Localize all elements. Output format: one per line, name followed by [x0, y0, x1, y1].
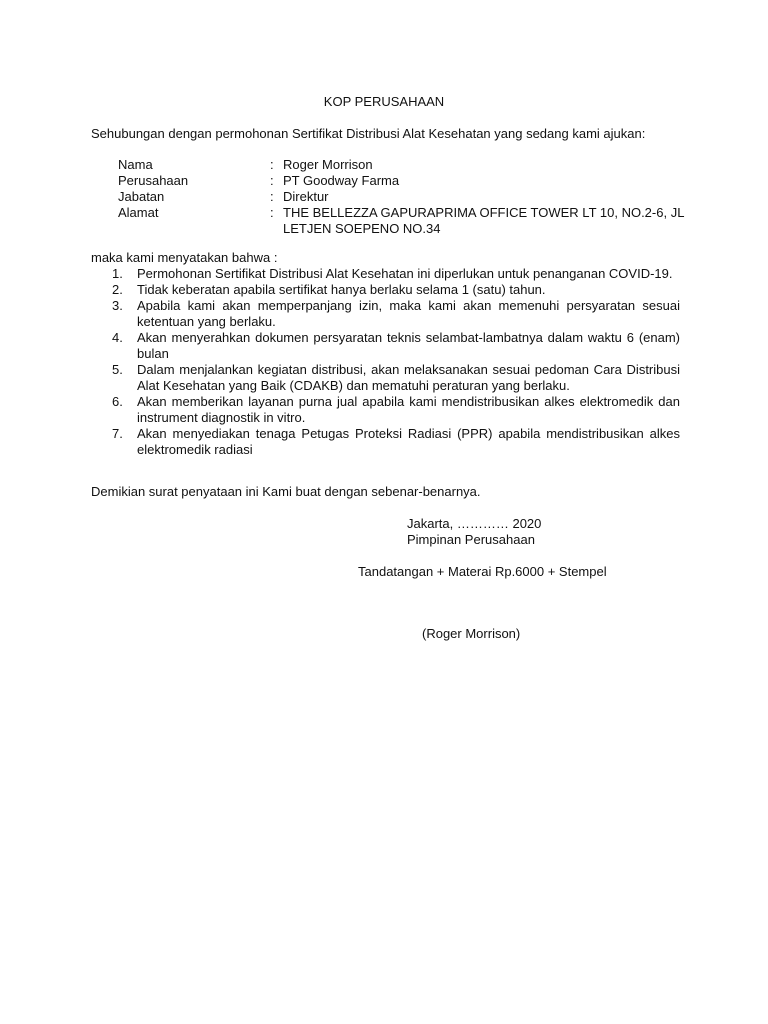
identity-label: Jabatan	[118, 189, 165, 204]
identity-row-perusahaan	[118, 173, 688, 189]
signatory-title: Pimpinan Perusahaan	[407, 532, 535, 547]
list-item	[112, 282, 680, 298]
identity-separator: :	[270, 157, 274, 172]
statement-list	[112, 266, 680, 458]
list-item-text: Permohonan Sertifikat Distribusi Alat Kesehatan ini diperlukan untuk penanganan COVID-19.	[137, 266, 673, 281]
list-item-number: 2.	[112, 282, 123, 297]
signatory-name: (Roger Morrison)	[422, 626, 521, 641]
identity-table	[118, 157, 688, 237]
list-item-text: Apabila kami akan memperpanjang izin, maka kami akan memenuhi persyaratan sesuai ketentuan yang berlaku.	[137, 298, 680, 329]
list-item-text: Dalam menjalankan kegiatan distribusi, akan melaksanakan sesuai pedoman Cara Distribusi Alat Kesehatan yang Baik (CDAKB) dan mematuhi peraturan yang berlaku.	[137, 362, 680, 393]
identity-row-nama	[118, 157, 688, 173]
identity-row-alamat	[118, 205, 688, 237]
list-item-text: Akan menyerahkan dokumen persyaratan teknis selambat-lambatnya dalam waktu 6 (enam) bulan	[137, 330, 680, 361]
list-item	[112, 362, 680, 394]
signature-stamp-note: Tandatangan + Materai Rp.6000 + Stempel	[358, 564, 607, 579]
closing-paragraph: Demikian surat penyataan ini Kami buat dengan sebenar-benarnya.	[91, 484, 481, 499]
identity-label: Perusahaan	[118, 173, 189, 188]
identity-label: Alamat	[118, 205, 159, 220]
company-letterhead-title: KOP PERUSAHAAN	[323, 94, 445, 109]
list-item	[112, 298, 680, 330]
statement-lead: maka kami menyatakan bahwa :	[91, 250, 278, 265]
list-item-text: Akan menyediakan tenaga Petugas Proteksi Radiasi (PPR) apabila mendistribusikan alkes elektromedik radiasi	[137, 426, 680, 457]
list-item-number: 7.	[112, 426, 123, 441]
list-item-number: 1.	[112, 266, 123, 281]
list-item	[112, 394, 680, 426]
list-item	[112, 426, 680, 458]
identity-label: Nama	[118, 157, 153, 172]
list-item	[112, 330, 680, 362]
identity-value: Direktur	[283, 189, 329, 204]
identity-value: Roger Morrison	[283, 157, 373, 172]
intro-paragraph: Sehubungan dengan permohonan Sertifikat Distribusi Alat Kesehatan yang sedang kami ajukan:	[91, 126, 646, 141]
identity-separator: :	[270, 189, 274, 204]
identity-value: PT Goodway Farma	[283, 173, 400, 188]
list-item-number: 5.	[112, 362, 123, 377]
identity-separator: :	[270, 173, 274, 188]
identity-value: THE BELLEZZA GAPURAPRIMA OFFICE TOWER LT 10, NO.2-6, JL LETJEN SOEPENO NO.34	[283, 205, 684, 236]
list-item	[112, 266, 680, 282]
list-item-number: 3.	[112, 298, 123, 313]
place-date: Jakarta, ………… 2020	[407, 516, 542, 531]
list-item-number: 6.	[112, 394, 123, 409]
list-item-number: 4.	[112, 330, 123, 345]
identity-separator: :	[270, 205, 274, 220]
list-item-text: Akan memberikan layanan purna jual apabila kami mendistribusikan alkes elektromedik dan instrument diagnostik in vitro.	[137, 394, 680, 425]
identity-row-jabatan	[118, 189, 688, 205]
list-item-text: Tidak keberatan apabila sertifikat hanya berlaku selama 1 (satu) tahun.	[137, 282, 546, 297]
